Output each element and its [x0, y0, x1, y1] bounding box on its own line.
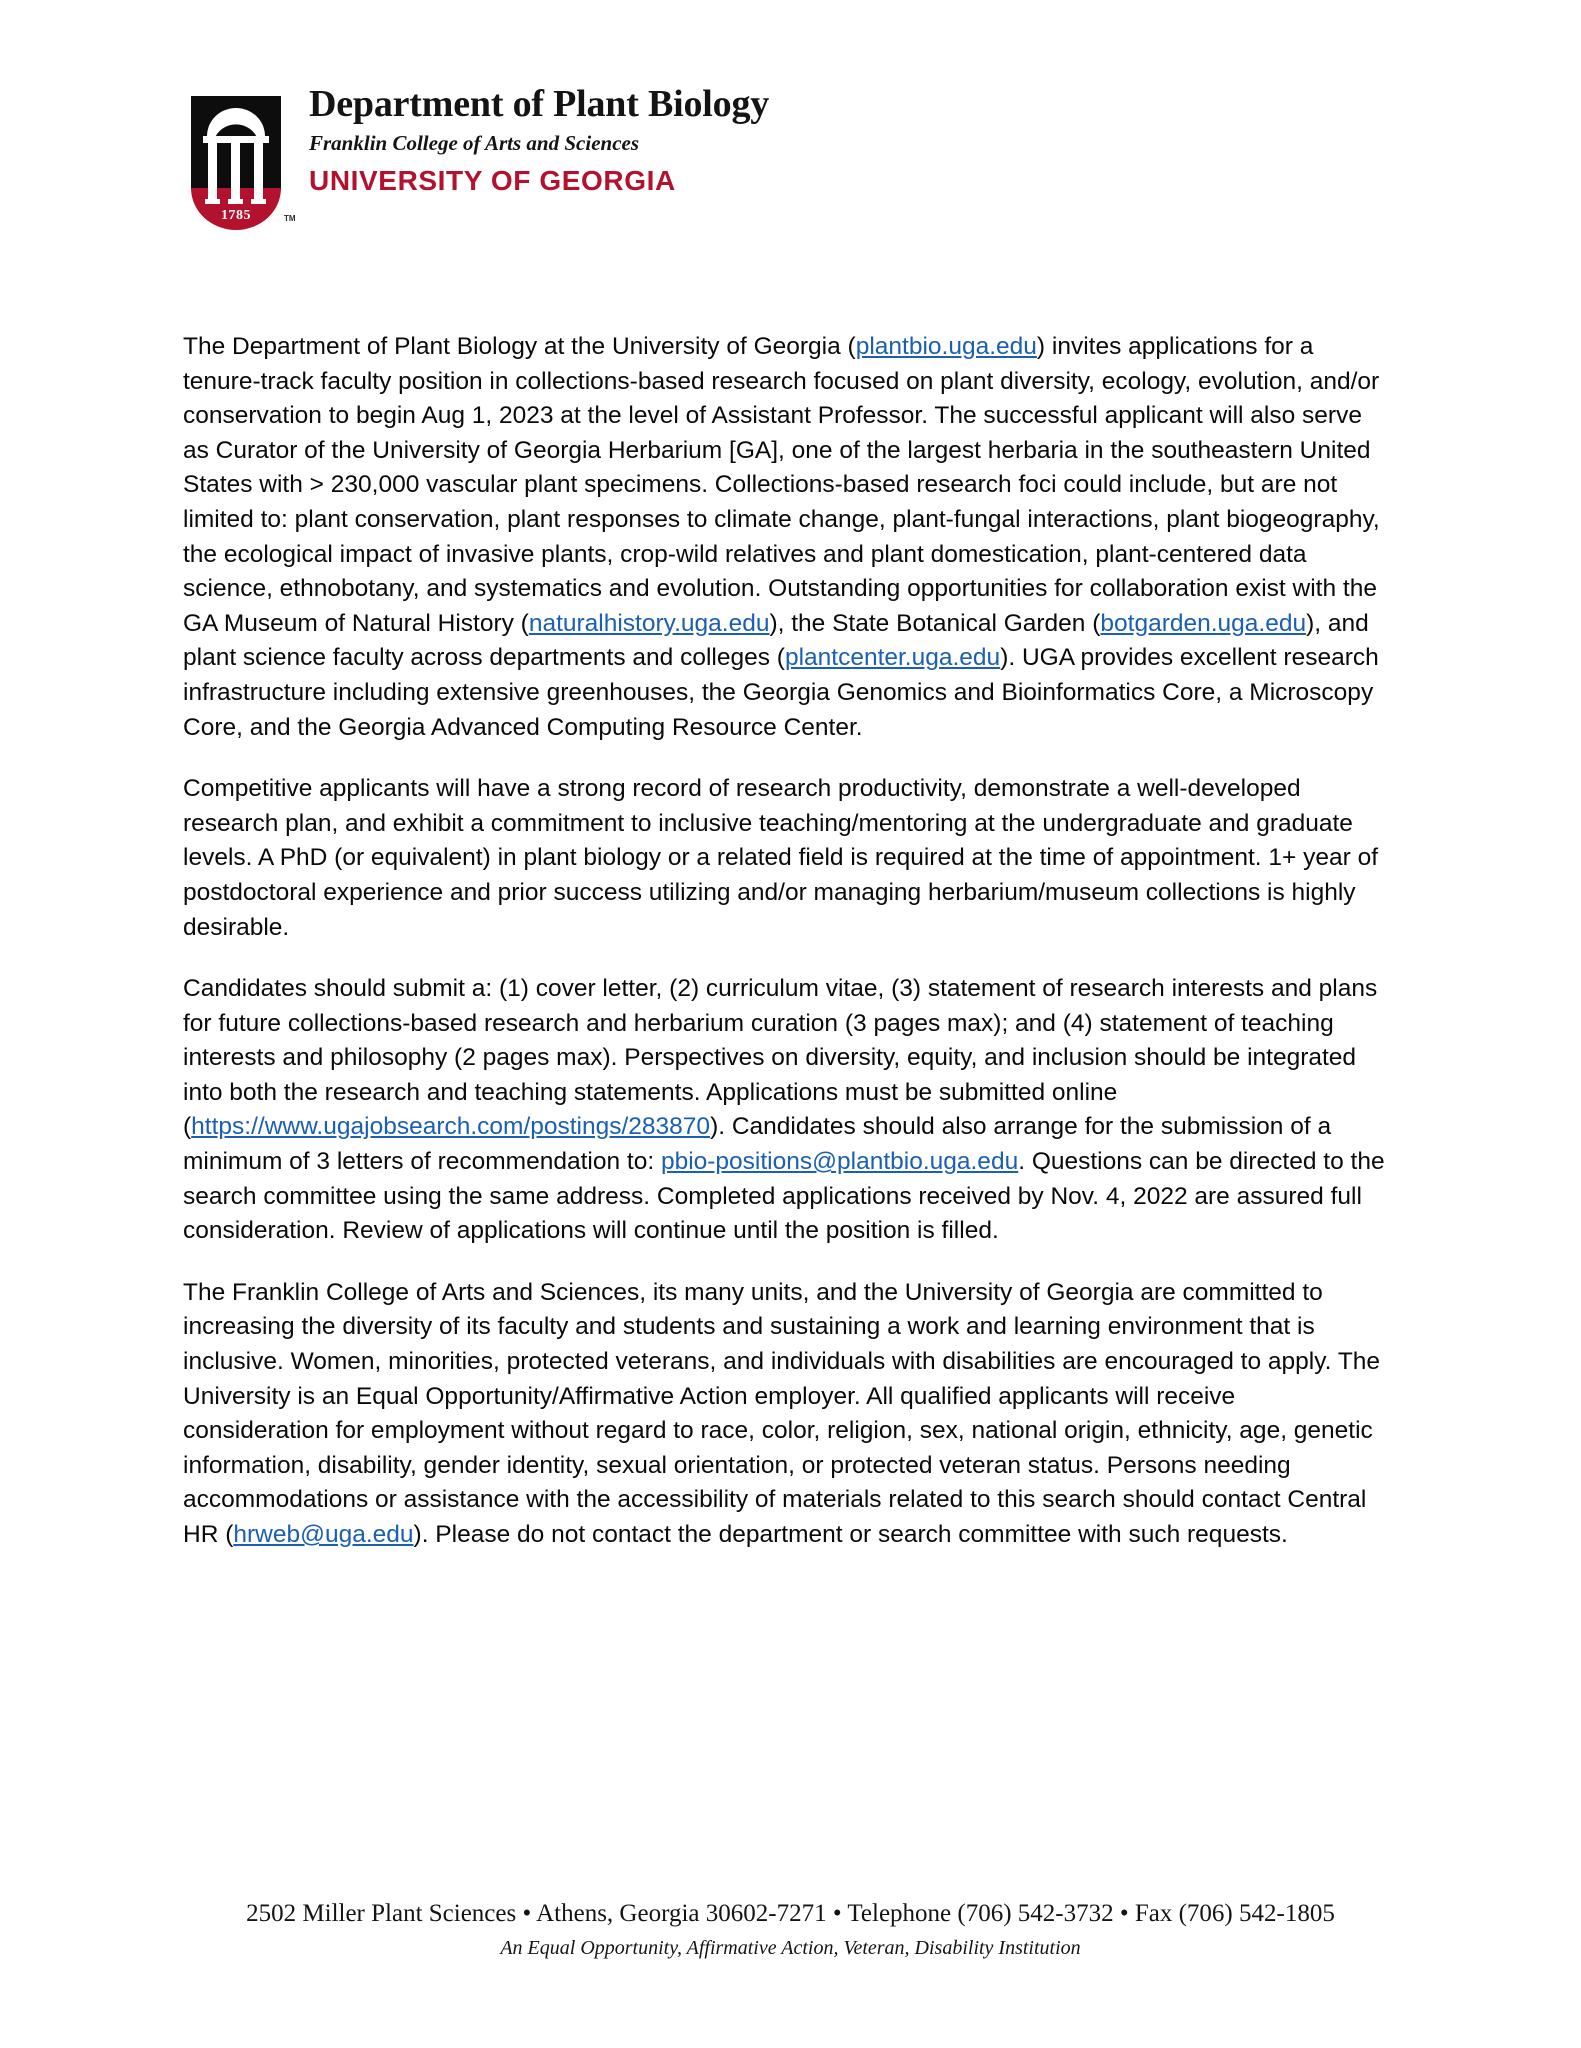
link-naturalhistory-uga-edu[interactable]: naturalhistory.uga.edu [528, 609, 770, 637]
university-name: UNIVERSITY OF GEORGIA [309, 165, 676, 197]
p1-text-part3: ), the State Botanical Garden ( [769, 609, 1101, 637]
p1-text-part4: ), and plant science faculty across departments and colleges ( [183, 609, 1369, 672]
arch-columns-icon [191, 96, 281, 190]
link-botgarden-uga-edu[interactable]: botgarden.uga.edu [1100, 609, 1307, 637]
college-subtitle: Franklin College of Arts and Sciences [309, 131, 640, 156]
link-ugajobsearch-posting[interactable]: https://www.ugajobsearch.com/postings/283870 [191, 1113, 711, 1141]
footer-eeo-line: An Equal Opportunity, Affirmative Action, Veteran, Disability Institution [500, 1937, 1081, 1960]
page-footer [0, 1898, 1581, 1961]
paragraph-application-instructions [183, 972, 1386, 1249]
trademark-mark: TM [284, 214, 296, 223]
letterhead [185, 78, 769, 236]
uga-arch-icon [185, 96, 296, 236]
column-bases-icon [191, 188, 281, 208]
link-plantcenter-uga-edu[interactable]: plantcenter.uga.edu [784, 644, 1001, 672]
document-body [183, 330, 1386, 1553]
department-title: Department of Plant Biology [309, 83, 770, 125]
footer-address-line: 2502 Miller Plant Sciences • Athens, Georgia 30602-7271 • Telephone (706) 542-3732 • Fax (706) 542-1805 [246, 1900, 1335, 1927]
p4-text-part1: The Franklin College of Arts and Sciences, its many units, and the University of Georgia are committed to increasing the diversity of its faculty and students and sustaining a work and learning environment that is inclusive. Women, minorities, protected veterans, and individuals with disabilities are encouraged to apply. The University is an Equal Opportunity/Affirmative Action employer. All qualified applicants will receive consideration for employment without regard to race, color, religion, sex, national origin, ethnicity, age, genetic information, disability, gender identity, sexual orientation, or protected veteran status. Persons needing accommodations or assistance with the accessibility of materials related to this search should contact Central HR ( [183, 1278, 1381, 1548]
letterhead-text-block [309, 78, 769, 198]
paragraph-qualifications: Competitive applicants will have a strong record of research productivity, demonstrate a well-developed research plan, and exhibit a commitment to inclusive teaching/mentoring at the undergraduate and graduate levels. A PhD (or equivalent) in plant biology or a related field is required at the time of appointment. 1+ year of postdoctoral experience and prior success utilizing and/or managing herbarium/museum collections is highly desirable. [183, 775, 1379, 941]
p3-text-part1: Candidates should submit a: (1) cover letter, (2) curriculum vitae, (3) statement of research interests and plans for future collections-based research and herbarium curation (3 pages max); and (4) statement of teaching interests and philosophy (2 pages max). Perspectives on diversity, equity, and inclusion should be integrated into both the research and teaching statements. Applications must be submitted online ( [183, 975, 1378, 1141]
p1-text-part5: ). UGA provides excellent research infrastructure including extensive greenhouses, the Georgia Genomics and Bioinformatics Core, a Microscopy Core, and the Georgia Advanced Computing Resource Center. [183, 644, 1379, 741]
paragraph-eeo-statement [183, 1276, 1386, 1553]
link-hrweb-uga-email[interactable]: hrweb@uga.edu [233, 1521, 414, 1548]
paragraph-position-description [183, 330, 1386, 745]
p1-text-part1: The Department of Plant Biology at the University of Georgia ( [183, 333, 856, 360]
link-pbio-positions-email[interactable]: pbio-positions@plantbio.uga.edu [660, 1148, 1019, 1176]
p1-text-part2: ) invites applications for a tenure-track faculty position in collections-based research focused on plant diversity, ecology, evolution, and/or conservation to begin Aug 1, 2023 at the level of Assistant Professor. The successful applicant will also serve as Curator of the University of Georgia Herbarium [GA], one of the largest herbaria in the southeastern United States with > 230,000 vascular plant specimens. Collections-based research foci could include, but are not limited to: plant conservation, plant responses to climate change, plant-fungal interactions, plant biogeography, the ecological impact of invasive plants, crop-wild relatives and plant domestication, plant-centered data science, ethnobotany, and systematics and evolution. Outstanding opportunities for collaboration exist with the GA Museum of Natural History ( [183, 333, 1380, 637]
p3-text-part2: ). Candidates should also arrange for the submission of a minimum of 3 letters of recommendation to: [183, 1113, 1332, 1176]
p3-text-part3: . Questions can be directed to the search committee using the same address. Completed applications received by Nov. 4, 2022 are assured full consideration. Review of applications will continue until the position is filled. [183, 1148, 1385, 1245]
link-plantbio-uga-edu[interactable]: plantbio.uga.edu [855, 333, 1037, 360]
p4-text-part2: ). Please do not contact the department or search committee with such requests. [413, 1521, 1288, 1548]
logo-founding-year: 1785 [221, 208, 251, 223]
